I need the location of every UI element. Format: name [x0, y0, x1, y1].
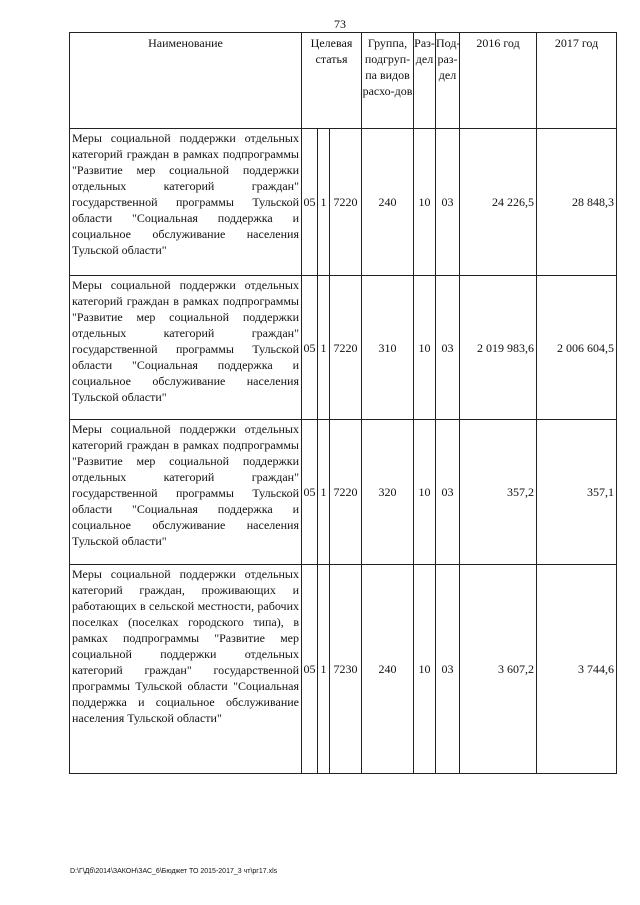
- row-cs-subprogram: 1: [318, 565, 330, 774]
- row-amount-2016: 2 019 983,6: [460, 276, 537, 420]
- row-name: Меры социальной поддержки отдельных категорий граждан в рамках подпрограммы "Развитие мер социальной поддержки отдельных категорий граждан" государственной программы Тульской области "Социальная поддержка и социальное обслуживание населения Тульской области": [70, 129, 302, 276]
- header-2017: 2017 год: [537, 33, 617, 129]
- row-amount-2017: 2 006 604,5: [537, 276, 617, 420]
- row-cs-code: 7220: [330, 420, 362, 565]
- row-section: 10: [414, 565, 436, 774]
- row-cs-code: 7230: [330, 565, 362, 774]
- header-name: Наименование: [70, 33, 302, 129]
- row-cs-code: 7220: [330, 276, 362, 420]
- table-header-row: [70, 33, 617, 129]
- row-subsection: 03: [436, 420, 460, 565]
- row-group: 240: [362, 565, 414, 774]
- row-name: Меры социальной поддержки отдельных категорий граждан в рамках подпрограммы "Развитие мер социальной поддержки отдельных категорий граждан" государственной программы Тульской области "Социальная поддержка и социальное обслуживание населения Тульской области": [70, 420, 302, 565]
- row-section: 10: [414, 276, 436, 420]
- row-name: Меры социальной поддержки отдельных категорий граждан, проживающих и работающих в сельской местности, рабочих поселках (поселках городского типа), в рамках подпрограммы "Развитие мер социальной поддержки отдельных категорий граждан" государственной программы Тульской области "Социальная поддержка и социальное обслуживание населения Тульской области": [70, 565, 302, 774]
- budget-table: [69, 32, 617, 774]
- row-cs-program: 05: [302, 420, 318, 565]
- row-amount-2017: 3 744,6: [537, 565, 617, 774]
- row-amount-2017: 28 848,3: [537, 129, 617, 276]
- row-group: 240: [362, 129, 414, 276]
- row-amount-2016: 3 607,2: [460, 565, 537, 774]
- row-section: 10: [414, 129, 436, 276]
- table-row: [70, 565, 617, 774]
- row-amount-2017: 357,1: [537, 420, 617, 565]
- row-subsection: 03: [436, 565, 460, 774]
- row-amount-2016: 24 226,5: [460, 129, 537, 276]
- row-group: 310: [362, 276, 414, 420]
- row-cs-subprogram: 1: [318, 129, 330, 276]
- row-cs-subprogram: 1: [318, 420, 330, 565]
- table-row: [70, 129, 617, 276]
- row-cs-subprogram: 1: [318, 276, 330, 420]
- header-target-article: Целевая статья: [302, 33, 362, 129]
- table-row: [70, 276, 617, 420]
- row-amount-2016: 357,2: [460, 420, 537, 565]
- row-cs-program: 05: [302, 129, 318, 276]
- row-cs-code: 7220: [330, 129, 362, 276]
- row-subsection: 03: [436, 276, 460, 420]
- header-group: Группа, подгруп-па видов расхо-дов: [362, 33, 414, 129]
- row-cs-program: 05: [302, 276, 318, 420]
- row-name: Меры социальной поддержки отдельных категорий граждан в рамках подпрограммы "Развитие мер социальной поддержки отдельных категорий граждан" государственной программы Тульской области "Социальная поддержка и социальное обслуживание населения Тульской области": [70, 276, 302, 420]
- header-subsection: Под-раз-дел: [436, 33, 460, 129]
- row-cs-program: 05: [302, 565, 318, 774]
- table-row: [70, 420, 617, 565]
- footer-file-path: D:\Г\Дб\2014\ЗАКОН\ЗАС_6\Бюджет ТО 2015-2017_3 чт\рг17.xls: [70, 868, 278, 875]
- header-section: Раз-дел: [414, 33, 436, 129]
- row-subsection: 03: [436, 129, 460, 276]
- header-2016: 2016 год: [460, 33, 537, 129]
- row-section: 10: [414, 420, 436, 565]
- row-group: 320: [362, 420, 414, 565]
- page-number: 73: [334, 17, 346, 31]
